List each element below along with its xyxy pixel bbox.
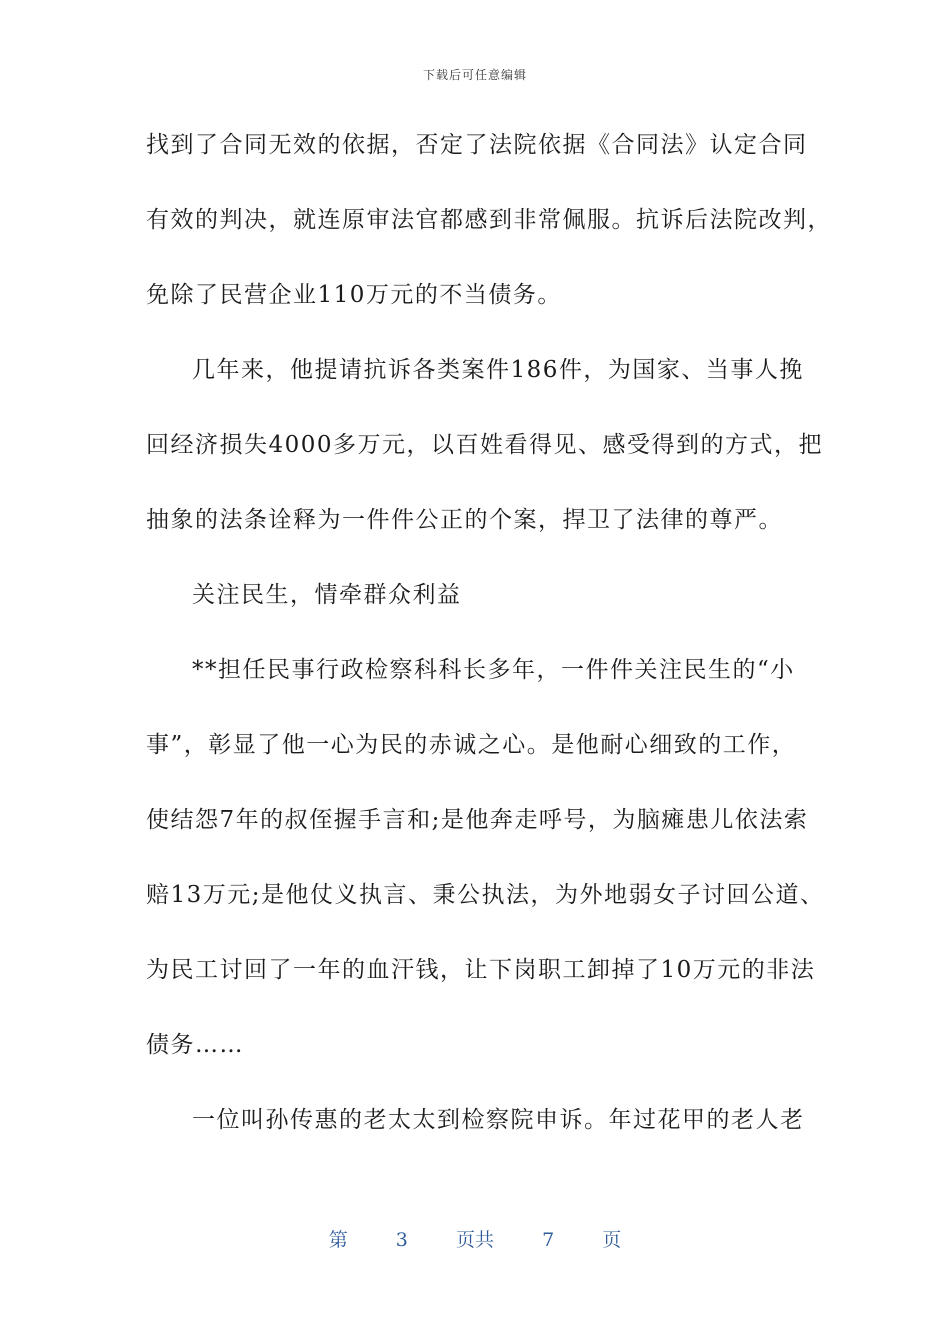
text-line: 赔13万元;是他仗义执言、秉公执法，为外地弱女子讨回公道、 — [146, 882, 825, 908]
text-line: 抽象的法条诠释为一件件公正的个案，捍卫了法律的尊严。 — [146, 507, 783, 533]
paragraph-start-line: 几年来，他提请抗诉各类案件186件，为国家、当事人挽 — [192, 357, 804, 383]
text-line: 有效的判决，就连原审法官都感到非常佩服。抗诉后法院改判， — [146, 207, 832, 233]
page-header: 下载后可任意编辑 — [422, 68, 527, 82]
total-pages-number: 7 — [542, 1229, 555, 1251]
page-footer — [0, 1225, 950, 1252]
current-page-number: 3 — [395, 1229, 408, 1251]
text-line: 免除了民营企业110万元的不当债务。 — [146, 282, 562, 308]
text-line: 使结怨7年的叔侄握手言和;是他奔走呼号，为脑瘫患儿依法索 — [146, 807, 809, 833]
footer-prefix: 第 — [328, 1229, 348, 1251]
footer-suffix: 页 — [602, 1229, 622, 1251]
text-line: 找到了合同无效的依据，否定了法院依据《合同法》认定合同 — [146, 132, 808, 158]
paragraph-start-line: **担任民事行政检察科科长多年，一件件关注民生的“小 — [192, 657, 795, 683]
footer-middle: 页共 — [455, 1229, 494, 1251]
text-line: 债务…… — [146, 1032, 244, 1058]
document-body — [146, 120, 832, 1170]
section-heading: 关注民生，情牵群众利益 — [192, 582, 462, 608]
text-line: 事”，彰显了他一心为民的赤诚之心。是他耐心细致的工作， — [146, 732, 797, 758]
paragraph-start-line: 一位叫孙传惠的老太太到检察院申诉。年过花甲的老人老 — [192, 1107, 805, 1133]
text-line: 为民工讨回了一年的血汗钱，让下岗职工卸掉了10万元的非法 — [146, 957, 816, 983]
text-line: 回经济损失4000多万元，以百姓看得见、感受得到的方式，把 — [146, 432, 824, 458]
